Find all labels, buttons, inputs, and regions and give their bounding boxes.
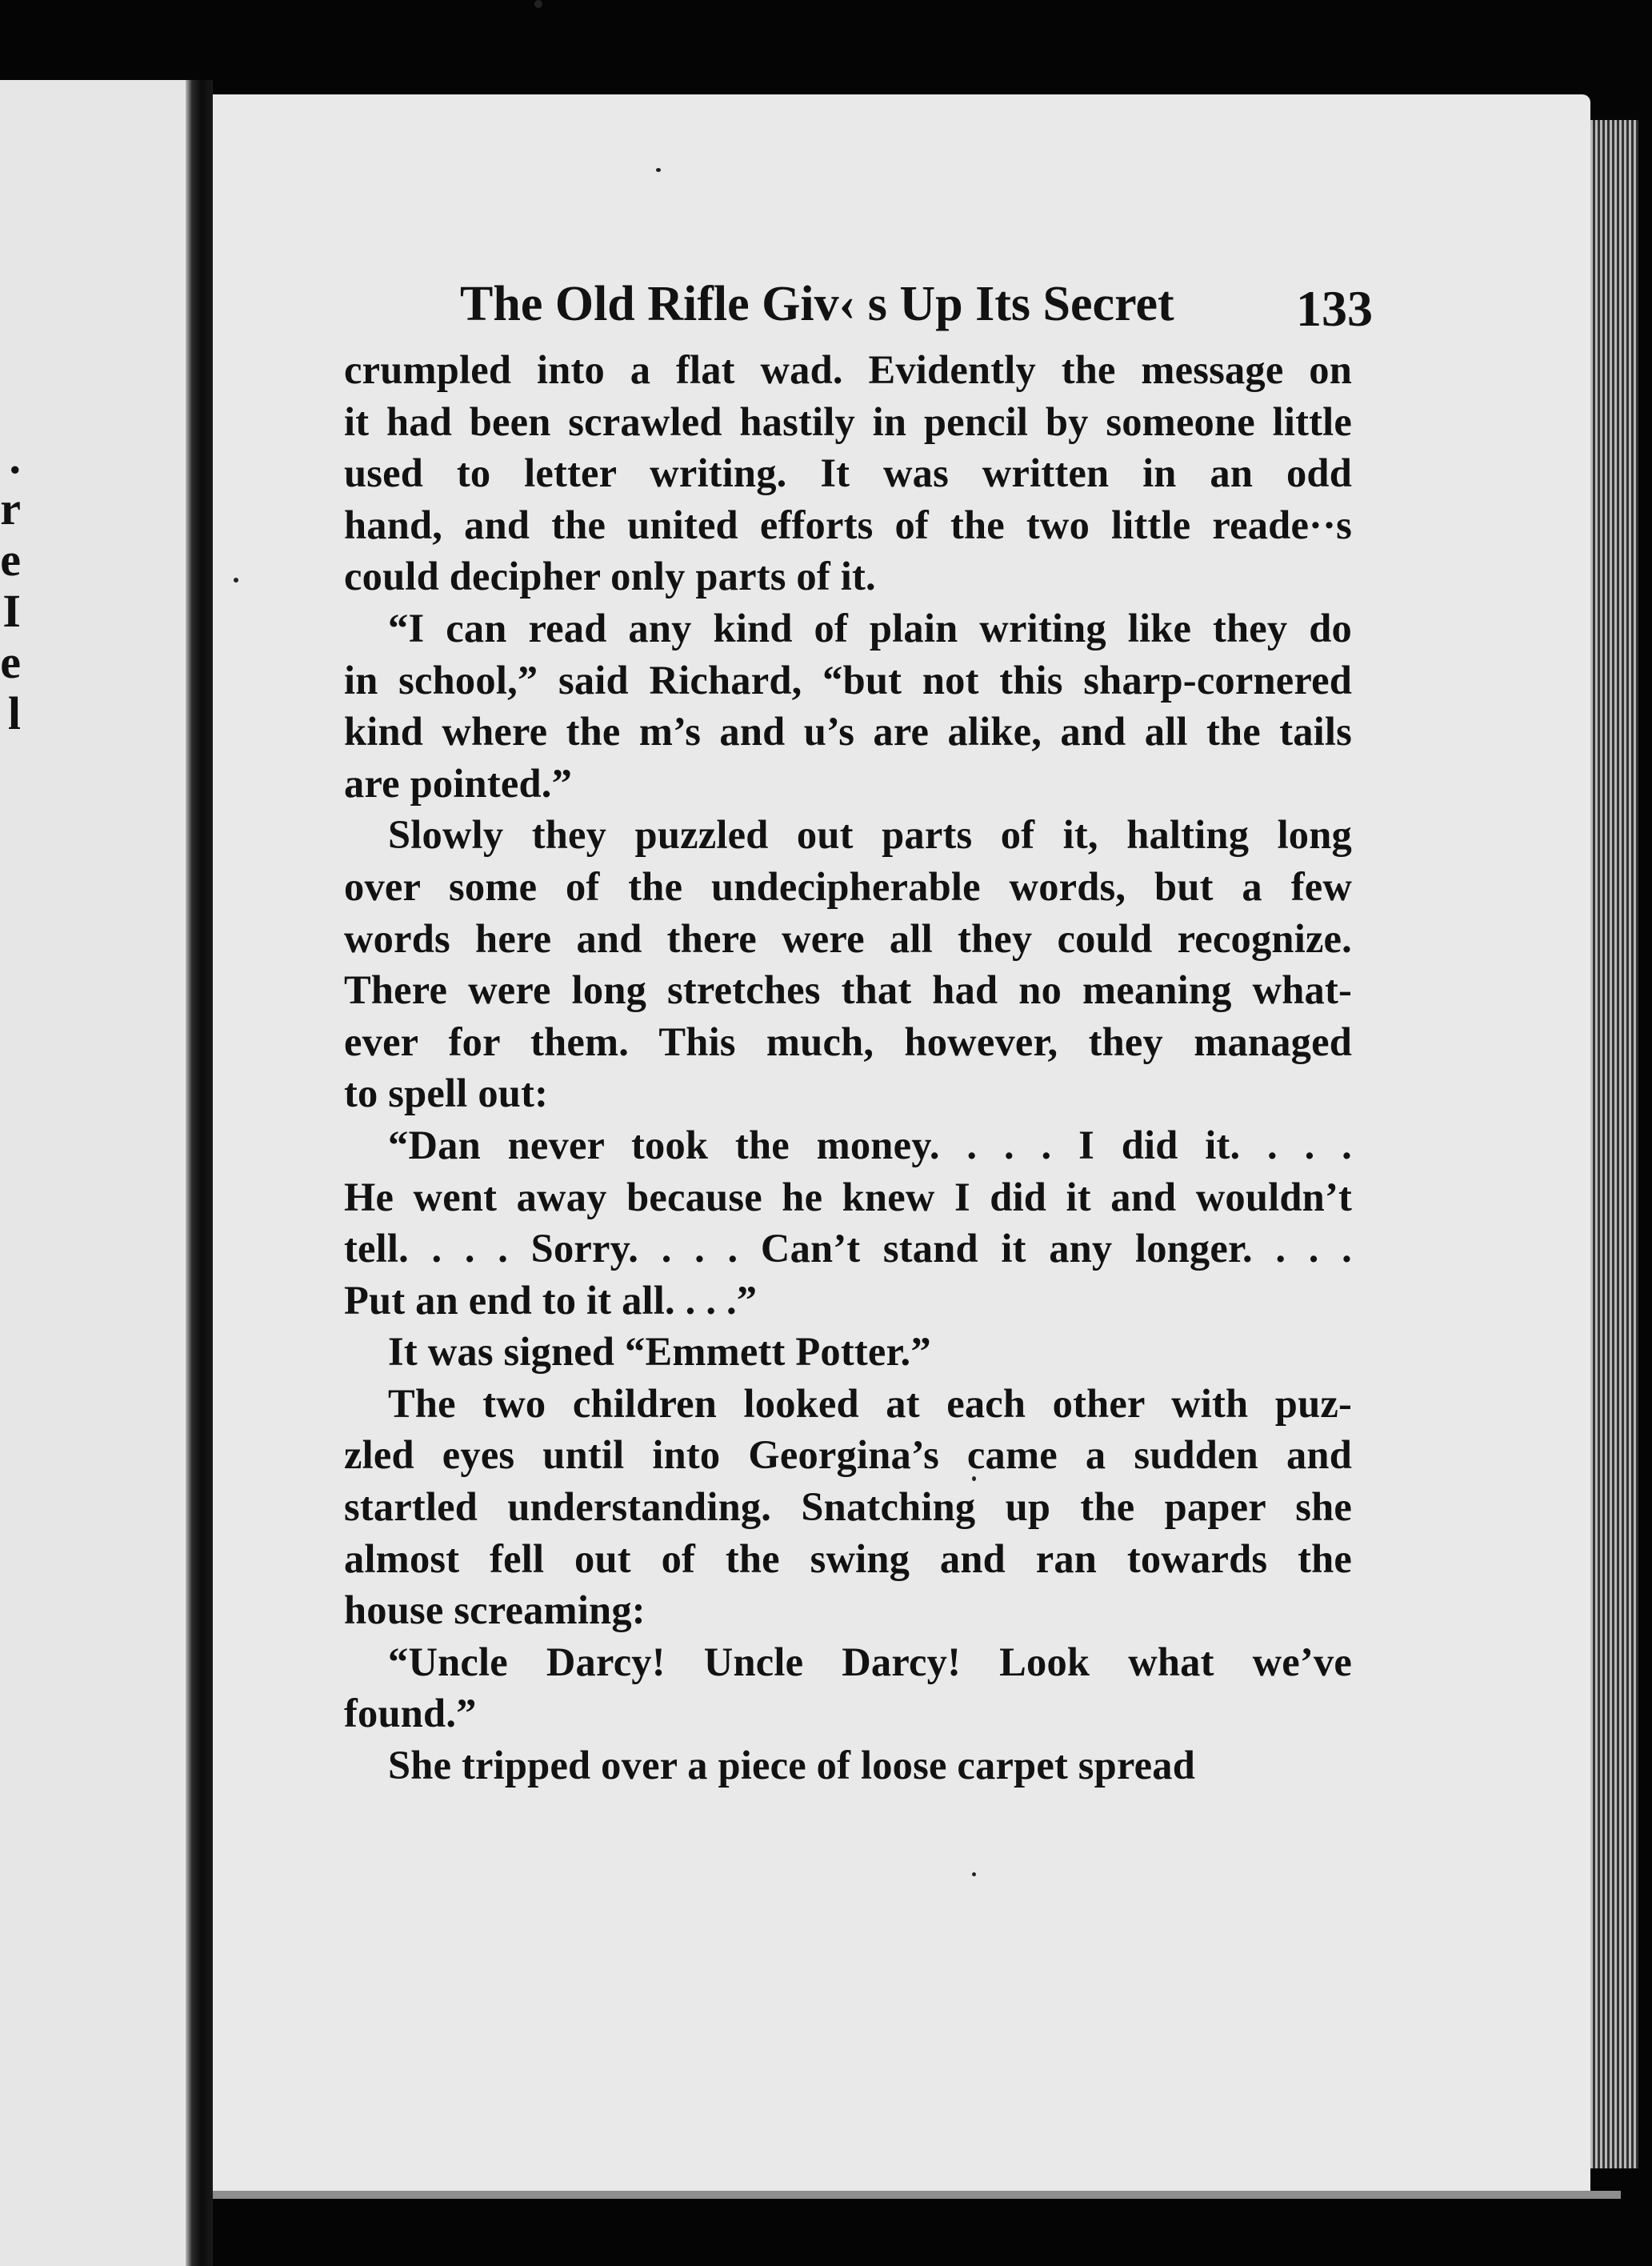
text-line: zled eyes until into Georgina’s came a sudden and — [344, 1432, 1352, 1478]
dust-speck — [234, 578, 238, 583]
left-fragment: e — [0, 534, 21, 586]
text-line: crumpled into a flat wad. Evidently the message on — [344, 347, 1352, 392]
paragraph — [344, 603, 1352, 809]
text-line: tell. . . . Sorry. . . . Can’t stand it any longer. . . . — [344, 1226, 1352, 1271]
running-head — [344, 264, 1373, 344]
text-line: startled understanding. Snatching up the paper she — [344, 1484, 1352, 1530]
page-number: 133 — [1296, 280, 1373, 337]
text-line: hand, and the united efforts of the two little reade··s — [344, 502, 1352, 547]
paragraph — [344, 1636, 1352, 1740]
left-page-edge — [0, 80, 186, 2266]
page-content — [344, 264, 1373, 1792]
text-line: found.” — [344, 1691, 477, 1736]
dust-speck — [972, 1872, 976, 1876]
text-line: words here and there were all they could recognize. — [344, 915, 1352, 961]
paragraph — [344, 344, 1352, 603]
chapter-title: The Old Rifle Giv‹ s Up Its Secret — [460, 277, 1174, 331]
text-line: house screaming: — [344, 1587, 646, 1633]
text-line: over some of the undecipherable words, but a few — [344, 863, 1352, 909]
left-fragment: l — [7, 687, 21, 739]
paragraph — [344, 1326, 1352, 1378]
text-line: used to letter writing. It was written in an odd — [344, 450, 1352, 496]
text-line: The two children looked at each other with puz- — [388, 1380, 1352, 1426]
paragraph — [344, 1378, 1352, 1636]
text-line: almost fell out of the swing and ran towards the — [344, 1535, 1352, 1581]
page-edges — [1590, 120, 1638, 2168]
text-line: to spell out: — [344, 1071, 549, 1116]
dust-speck — [534, 0, 542, 8]
text-line: Put an end to it all. . . .” — [344, 1277, 758, 1323]
text-line: ever for them. This much, however, they managed — [344, 1019, 1352, 1064]
left-fragment: . — [9, 431, 21, 483]
text-line: Slowly they puzzled out parts of it, halting long — [388, 812, 1352, 858]
text-line: It was signed “Emmett Potter.” — [388, 1329, 931, 1375]
left-fragment: I — [2, 585, 21, 637]
text-line: “Dan never took the money. . . . I did it. . . . — [388, 1122, 1352, 1167]
text-line: She tripped over a piece of loose carpet spread — [388, 1743, 1195, 1788]
text-line: could decipher only parts of it. — [344, 554, 876, 599]
left-fragment: e — [0, 636, 21, 688]
text-line: kind where the m’s and u’s are alike, and all the tails — [344, 709, 1352, 755]
left-page-text-fragments — [0, 432, 24, 739]
text-line: “I can read any kind of plain writing like they do — [388, 605, 1352, 651]
left-fragment: r — [0, 482, 21, 534]
text-line: He went away because he knew I did it and wouldn’t — [344, 1174, 1352, 1219]
book-gutter — [186, 80, 213, 2266]
text-line: in school,” said Richard, “but not this sharp-cornered — [344, 657, 1352, 703]
text-line: There were long stretches that had no meaning what- — [344, 967, 1352, 1013]
body-text — [344, 344, 1352, 1792]
dust-speck — [656, 168, 661, 172]
text-line: “Uncle Darcy! Uncle Darcy! Look what we’ve — [388, 1639, 1352, 1684]
text-line: are pointed.” — [344, 760, 573, 806]
page-bottom-edge — [213, 2191, 1621, 2199]
paragraph — [344, 809, 1352, 1119]
text-line: it had been scrawled hastily in pencil by someone little — [344, 398, 1352, 444]
paragraph — [344, 1740, 1352, 1792]
paragraph — [344, 1119, 1352, 1326]
